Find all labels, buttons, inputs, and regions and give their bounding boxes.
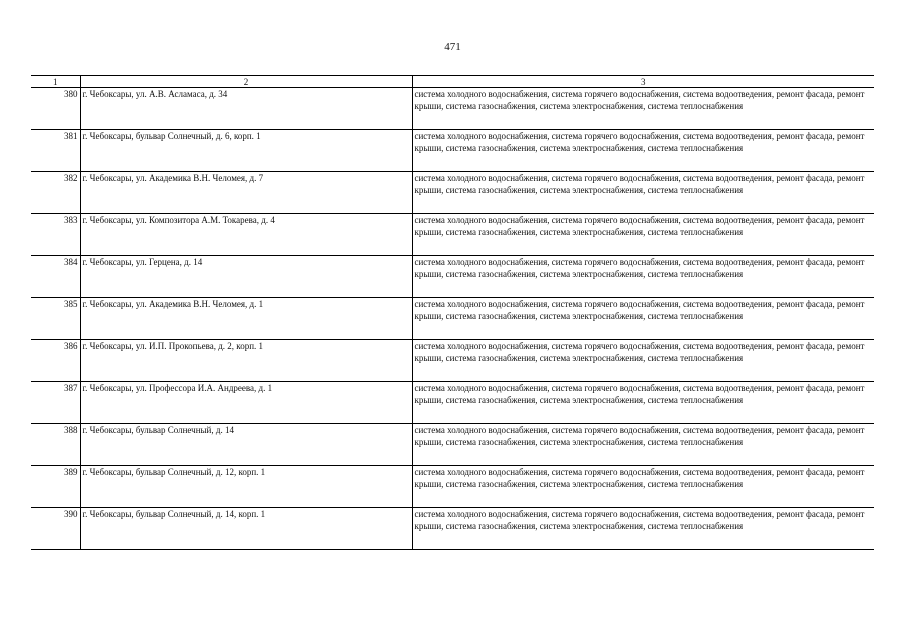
row-number: 384 — [31, 256, 80, 298]
table-row — [31, 340, 874, 382]
row-number: 385 — [31, 298, 80, 340]
row-works: система холодного водоснабжения, система горячего водоснабжения, система водоотведения, ремонт фасада, ремонт крыши, система газоснабжения, система электроснабжения, система теплоснабжения — [412, 298, 874, 340]
row-number: 390 — [31, 508, 80, 550]
row-address: г. Чебоксары, бульвар Солнечный, д. 14, корп. 1 — [80, 508, 412, 550]
table-row — [31, 88, 874, 130]
row-number: 380 — [31, 88, 80, 130]
row-number: 389 — [31, 466, 80, 508]
row-address: г. Чебоксары, ул. Профессора И.А. Андреева, д. 1 — [80, 382, 412, 424]
row-works: система холодного водоснабжения, система горячего водоснабжения, система водоотведения, ремонт фасада, ремонт крыши, система газоснабжения, система электроснабжения, система теплоснабжения — [412, 340, 874, 382]
buildings-table — [31, 75, 874, 550]
table-row — [31, 172, 874, 214]
table-row — [31, 424, 874, 466]
column-header-number: 1 — [31, 76, 80, 88]
row-works: система холодного водоснабжения, система горячего водоснабжения, система водоотведения, ремонт фасада, ремонт крыши, система газоснабжения, система электроснабжения, система теплоснабжения — [412, 466, 874, 508]
row-number: 388 — [31, 424, 80, 466]
row-address: г. Чебоксары, бульвар Солнечный, д. 14 — [80, 424, 412, 466]
row-works: система холодного водоснабжения, система горячего водоснабжения, система водоотведения, ремонт фасада, ремонт крыши, система газоснабжения, система электроснабжения, система теплоснабжения — [412, 424, 874, 466]
row-works: система холодного водоснабжения, система горячего водоснабжения, система водоотведения, ремонт фасада, ремонт крыши, система газоснабжения, система электроснабжения, система теплоснабжения — [412, 130, 874, 172]
row-address: г. Чебоксары, ул. Композитора А.М. Токарева, д. 4 — [80, 214, 412, 256]
table-row — [31, 214, 874, 256]
table-row — [31, 508, 874, 550]
row-number: 386 — [31, 340, 80, 382]
column-header-address: 2 — [80, 76, 412, 88]
row-address: г. Чебоксары, бульвар Солнечный, д. 12, корп. 1 — [80, 466, 412, 508]
column-header-works: 3 — [412, 76, 874, 88]
table-body — [31, 88, 874, 550]
row-works: система холодного водоснабжения, система горячего водоснабжения, система водоотведения, ремонт фасада, ремонт крыши, система газоснабжения, система электроснабжения, система теплоснабжения — [412, 88, 874, 130]
row-works: система холодного водоснабжения, система горячего водоснабжения, система водоотведения, ремонт фасада, ремонт крыши, система газоснабжения, система электроснабжения, система теплоснабжения — [412, 172, 874, 214]
table-row — [31, 298, 874, 340]
row-address: г. Чебоксары, ул. Герцена, д. 14 — [80, 256, 412, 298]
row-number: 387 — [31, 382, 80, 424]
page-number: 471 — [444, 41, 461, 53]
header-row — [31, 76, 874, 88]
row-address: г. Чебоксары, ул. Академика В.Н. Челомея, д. 1 — [80, 298, 412, 340]
table-row — [31, 382, 874, 424]
table-row — [31, 130, 874, 172]
table-row — [31, 256, 874, 298]
row-works: система холодного водоснабжения, система горячего водоснабжения, система водоотведения, ремонт фасада, ремонт крыши, система газоснабжения, система электроснабжения, система теплоснабжения — [412, 508, 874, 550]
row-number: 383 — [31, 214, 80, 256]
row-number: 381 — [31, 130, 80, 172]
row-works: система холодного водоснабжения, система горячего водоснабжения, система водоотведения, ремонт фасада, ремонт крыши, система газоснабжения, система электроснабжения, система теплоснабжения — [412, 382, 874, 424]
row-address: г. Чебоксары, ул. А.В. Асламаса, д. 34 — [80, 88, 412, 130]
row-address: г. Чебоксары, бульвар Солнечный, д. 6, корп. 1 — [80, 130, 412, 172]
table-header — [31, 76, 874, 88]
row-address: г. Чебоксары, ул. Академика В.Н. Челомея, д. 7 — [80, 172, 412, 214]
row-works: система холодного водоснабжения, система горячего водоснабжения, система водоотведения, ремонт фасада, ремонт крыши, система газоснабжения, система электроснабжения, система теплоснабжения — [412, 214, 874, 256]
row-address: г. Чебоксары, ул. И.П. Прокопьева, д. 2, корп. 1 — [80, 340, 412, 382]
row-works: система холодного водоснабжения, система горячего водоснабжения, система водоотведения, ремонт фасада, ремонт крыши, система газоснабжения, система электроснабжения, система теплоснабжения — [412, 256, 874, 298]
table-row — [31, 466, 874, 508]
row-number: 382 — [31, 172, 80, 214]
